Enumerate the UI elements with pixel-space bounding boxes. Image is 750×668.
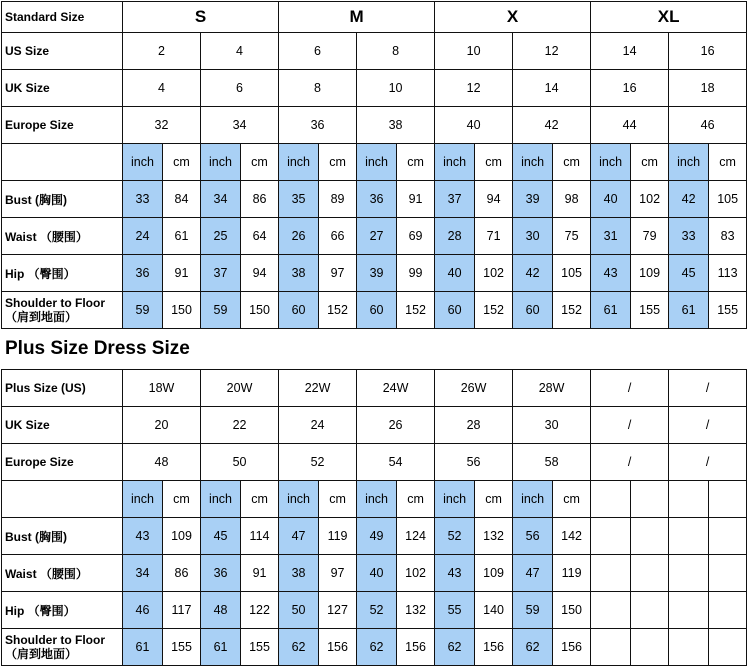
cm-value: 64: [241, 218, 279, 255]
inch-value: [669, 629, 709, 666]
measurement-label: Shoulder to Floor （肩到地面）: [2, 292, 123, 329]
unit-cm: cm: [475, 481, 513, 518]
inch-value: 50: [279, 592, 319, 629]
unit-cm: cm: [163, 144, 201, 181]
size-value: 12: [513, 33, 591, 70]
inch-value: 56: [513, 518, 553, 555]
unit-inch: inch: [357, 144, 397, 181]
unit-cm: cm: [475, 144, 513, 181]
size-value: 32: [123, 107, 201, 144]
size-value: 14: [513, 70, 591, 107]
unit-cm: cm: [319, 481, 357, 518]
cm-value: 79: [631, 218, 669, 255]
size-value: 28: [435, 407, 513, 444]
size-value: 38: [357, 107, 435, 144]
inch-value: 43: [435, 555, 475, 592]
inch-value: 61: [123, 629, 163, 666]
size-value: 24: [279, 407, 357, 444]
row-label: Europe Size: [2, 444, 123, 481]
cm-value: 119: [553, 555, 591, 592]
unit-cm: cm: [241, 481, 279, 518]
inch-value: 38: [279, 255, 319, 292]
inch-value: 27: [357, 218, 397, 255]
size-conversion-row: [2, 107, 747, 144]
cm-value: 122: [241, 592, 279, 629]
size-value: 20: [123, 407, 201, 444]
size-conversion-row: [2, 33, 747, 70]
measurement-label: Shoulder to Floor （肩到地面）: [2, 629, 123, 666]
size-value: 8: [357, 33, 435, 70]
size-value: 44: [591, 107, 669, 144]
cm-value: [631, 518, 669, 555]
size-value: 8: [279, 70, 357, 107]
cm-value: 66: [319, 218, 357, 255]
measurement-row: [2, 181, 747, 218]
empty-cell: [709, 481, 747, 518]
cm-value: 84: [163, 181, 201, 218]
inch-value: 45: [669, 255, 709, 292]
cm-value: 109: [475, 555, 513, 592]
size-value: 20W: [201, 370, 279, 407]
inch-value: 61: [201, 629, 241, 666]
cm-value: 102: [475, 255, 513, 292]
size-group-xl: XL: [591, 2, 747, 33]
cm-value: 155: [631, 292, 669, 329]
unit-cm: cm: [319, 144, 357, 181]
size-value: 56: [435, 444, 513, 481]
unit-cm: cm: [397, 144, 435, 181]
inch-value: 40: [591, 181, 631, 218]
cm-value: 94: [241, 255, 279, 292]
cm-value: 98: [553, 181, 591, 218]
measurement-label: Hip （臀围）: [2, 255, 123, 292]
size-value: /: [591, 444, 669, 481]
inch-value: [591, 629, 631, 666]
unit-inch: inch: [513, 144, 553, 181]
inch-value: [669, 518, 709, 555]
cm-value: 86: [241, 181, 279, 218]
size-value: 52: [279, 444, 357, 481]
inch-value: 47: [279, 518, 319, 555]
inch-value: 33: [123, 181, 163, 218]
unit-inch: inch: [435, 144, 475, 181]
cm-value: 132: [397, 592, 435, 629]
inch-value: 62: [435, 629, 475, 666]
cm-value: 97: [319, 255, 357, 292]
unit-cm: cm: [163, 481, 201, 518]
cm-value: 150: [163, 292, 201, 329]
inch-value: 48: [201, 592, 241, 629]
cm-value: 83: [709, 218, 747, 255]
size-value: /: [669, 444, 747, 481]
inch-value: 59: [201, 292, 241, 329]
cm-value: 117: [163, 592, 201, 629]
cm-value: 124: [397, 518, 435, 555]
inch-value: 47: [513, 555, 553, 592]
size-value: 6: [201, 70, 279, 107]
measurement-label: Bust (胸围): [2, 518, 123, 555]
size-value: 40: [435, 107, 513, 144]
inch-value: 43: [591, 255, 631, 292]
cm-value: 91: [241, 555, 279, 592]
cm-value: [709, 555, 747, 592]
row-label: UK Size: [2, 407, 123, 444]
inch-value: 36: [357, 181, 397, 218]
size-conversion-row: [2, 70, 747, 107]
inch-value: 43: [123, 518, 163, 555]
cm-value: 150: [553, 592, 591, 629]
inch-value: 30: [513, 218, 553, 255]
size-value: 4: [201, 33, 279, 70]
cm-value: 69: [397, 218, 435, 255]
cm-value: 97: [319, 555, 357, 592]
size-value: 28W: [513, 370, 591, 407]
unit-cm: cm: [241, 144, 279, 181]
measurement-label: Waist （腰围）: [2, 218, 123, 255]
unit-inch: inch: [435, 481, 475, 518]
size-value: 36: [279, 107, 357, 144]
cm-value: 119: [319, 518, 357, 555]
inch-value: [591, 518, 631, 555]
unit-cm: cm: [397, 481, 435, 518]
inch-value: 49: [357, 518, 397, 555]
inch-value: 61: [591, 292, 631, 329]
inch-value: 25: [201, 218, 241, 255]
size-group-header-row: [2, 2, 747, 33]
cm-value: [709, 592, 747, 629]
unit-inch: inch: [123, 481, 163, 518]
size-conversion-row: [2, 407, 747, 444]
inch-value: 60: [435, 292, 475, 329]
unit-inch: inch: [201, 144, 241, 181]
size-value: 16: [669, 33, 747, 70]
cm-value: 86: [163, 555, 201, 592]
inch-value: 40: [357, 555, 397, 592]
inch-value: 39: [357, 255, 397, 292]
cm-value: 152: [553, 292, 591, 329]
cm-value: 61: [163, 218, 201, 255]
measurement-row: [2, 555, 747, 592]
inch-value: [591, 555, 631, 592]
cm-value: 91: [397, 181, 435, 218]
unit-inch: inch: [201, 481, 241, 518]
cm-value: 102: [397, 555, 435, 592]
cm-value: 99: [397, 255, 435, 292]
standard-size-title: Standard Size: [2, 2, 123, 33]
inch-value: 26: [279, 218, 319, 255]
row-label: US Size: [2, 33, 123, 70]
cm-value: 89: [319, 181, 357, 218]
size-value: /: [591, 407, 669, 444]
inch-value: 33: [669, 218, 709, 255]
unit-inch: inch: [279, 144, 319, 181]
size-value: 12: [435, 70, 513, 107]
cm-value: 156: [319, 629, 357, 666]
units-row-label: [2, 481, 123, 518]
plus-size-table: [1, 369, 747, 666]
measurement-row: [2, 518, 747, 555]
unit-inch: inch: [123, 144, 163, 181]
units-row-label: [2, 144, 123, 181]
size-value: 22W: [279, 370, 357, 407]
empty-cell: [669, 481, 709, 518]
cm-value: [631, 629, 669, 666]
cm-value: 156: [553, 629, 591, 666]
cm-value: 71: [475, 218, 513, 255]
size-value: 34: [201, 107, 279, 144]
cm-value: 94: [475, 181, 513, 218]
size-value: 26: [357, 407, 435, 444]
cm-value: 132: [475, 518, 513, 555]
inch-value: 59: [513, 592, 553, 629]
cm-value: 152: [319, 292, 357, 329]
size-group-x: X: [435, 2, 591, 33]
inch-value: 38: [279, 555, 319, 592]
inch-value: [669, 592, 709, 629]
size-value: 58: [513, 444, 591, 481]
cm-value: 152: [397, 292, 435, 329]
inch-value: 28: [435, 218, 475, 255]
inch-value: 39: [513, 181, 553, 218]
inch-value: 60: [357, 292, 397, 329]
size-value: 10: [435, 33, 513, 70]
row-label: Plus Size (US): [2, 370, 123, 407]
size-value: /: [669, 407, 747, 444]
cm-value: 150: [241, 292, 279, 329]
cm-value: 105: [553, 255, 591, 292]
unit-inch: inch: [591, 144, 631, 181]
measurement-row: [2, 292, 747, 329]
cm-value: 155: [241, 629, 279, 666]
cm-value: 152: [475, 292, 513, 329]
standard-size-table: [1, 1, 747, 329]
cm-value: 156: [475, 629, 513, 666]
inch-value: [591, 592, 631, 629]
size-value: 22: [201, 407, 279, 444]
measurement-row: [2, 218, 747, 255]
inch-value: 62: [357, 629, 397, 666]
inch-value: 46: [123, 592, 163, 629]
inch-value: 62: [513, 629, 553, 666]
size-value: 4: [123, 70, 201, 107]
cm-value: 114: [241, 518, 279, 555]
inch-value: 24: [123, 218, 163, 255]
measurement-label: Waist （腰围）: [2, 555, 123, 592]
measurement-row: [2, 255, 747, 292]
size-value: /: [669, 370, 747, 407]
size-value: 46: [669, 107, 747, 144]
inch-value: 36: [123, 255, 163, 292]
cm-value: [631, 592, 669, 629]
size-group-m: M: [279, 2, 435, 33]
size-value: 30: [513, 407, 591, 444]
inch-value: 31: [591, 218, 631, 255]
cm-value: 75: [553, 218, 591, 255]
unit-cm: cm: [553, 144, 591, 181]
inch-value: 55: [435, 592, 475, 629]
size-value: 6: [279, 33, 357, 70]
inch-value: 61: [669, 292, 709, 329]
inch-value: 37: [435, 181, 475, 218]
inch-value: 60: [279, 292, 319, 329]
measurement-row: [2, 629, 747, 666]
cm-value: 156: [397, 629, 435, 666]
size-value: 48: [123, 444, 201, 481]
inch-value: 45: [201, 518, 241, 555]
inch-value: 52: [357, 592, 397, 629]
size-value: 18W: [123, 370, 201, 407]
unit-inch: inch: [669, 144, 709, 181]
size-value: 26W: [435, 370, 513, 407]
size-value: 2: [123, 33, 201, 70]
cm-value: [709, 518, 747, 555]
unit-inch: inch: [513, 481, 553, 518]
unit-cm: cm: [553, 481, 591, 518]
inch-value: 52: [435, 518, 475, 555]
inch-value: 36: [201, 555, 241, 592]
units-row: [2, 481, 747, 518]
inch-value: 40: [435, 255, 475, 292]
size-value: 24W: [357, 370, 435, 407]
row-label: Europe Size: [2, 107, 123, 144]
cm-value: 113: [709, 255, 747, 292]
inch-value: 62: [279, 629, 319, 666]
cm-value: [709, 629, 747, 666]
cm-value: [631, 555, 669, 592]
unit-inch: inch: [279, 481, 319, 518]
inch-value: 37: [201, 255, 241, 292]
cm-value: 109: [163, 518, 201, 555]
cm-value: 155: [709, 292, 747, 329]
size-value: 16: [591, 70, 669, 107]
cm-value: 127: [319, 592, 357, 629]
measurement-label: Bust (胸围): [2, 181, 123, 218]
size-group-s: S: [123, 2, 279, 33]
inch-value: [669, 555, 709, 592]
units-row: [2, 144, 747, 181]
size-value: 50: [201, 444, 279, 481]
unit-cm: cm: [631, 144, 669, 181]
empty-cell: [591, 481, 631, 518]
row-label: UK Size: [2, 70, 123, 107]
inch-value: 59: [123, 292, 163, 329]
size-value: 10: [357, 70, 435, 107]
size-value: 18: [669, 70, 747, 107]
cm-value: 105: [709, 181, 747, 218]
cm-value: 155: [163, 629, 201, 666]
size-conversion-row: [2, 444, 747, 481]
cm-value: 102: [631, 181, 669, 218]
size-value: 42: [513, 107, 591, 144]
size-conversion-row: [2, 370, 747, 407]
size-value: 54: [357, 444, 435, 481]
plus-size-heading: Plus Size Dress Size: [5, 338, 190, 359]
size-value: /: [591, 370, 669, 407]
inch-value: 60: [513, 292, 553, 329]
inch-value: 42: [513, 255, 553, 292]
empty-cell: [631, 481, 669, 518]
unit-cm: cm: [709, 144, 747, 181]
measurement-label: Hip （臀围）: [2, 592, 123, 629]
cm-value: 140: [475, 592, 513, 629]
cm-value: 91: [163, 255, 201, 292]
size-value: 14: [591, 33, 669, 70]
inch-value: 34: [201, 181, 241, 218]
cm-value: 142: [553, 518, 591, 555]
measurement-row: [2, 592, 747, 629]
unit-inch: inch: [357, 481, 397, 518]
inch-value: 34: [123, 555, 163, 592]
cm-value: 109: [631, 255, 669, 292]
inch-value: 35: [279, 181, 319, 218]
inch-value: 42: [669, 181, 709, 218]
